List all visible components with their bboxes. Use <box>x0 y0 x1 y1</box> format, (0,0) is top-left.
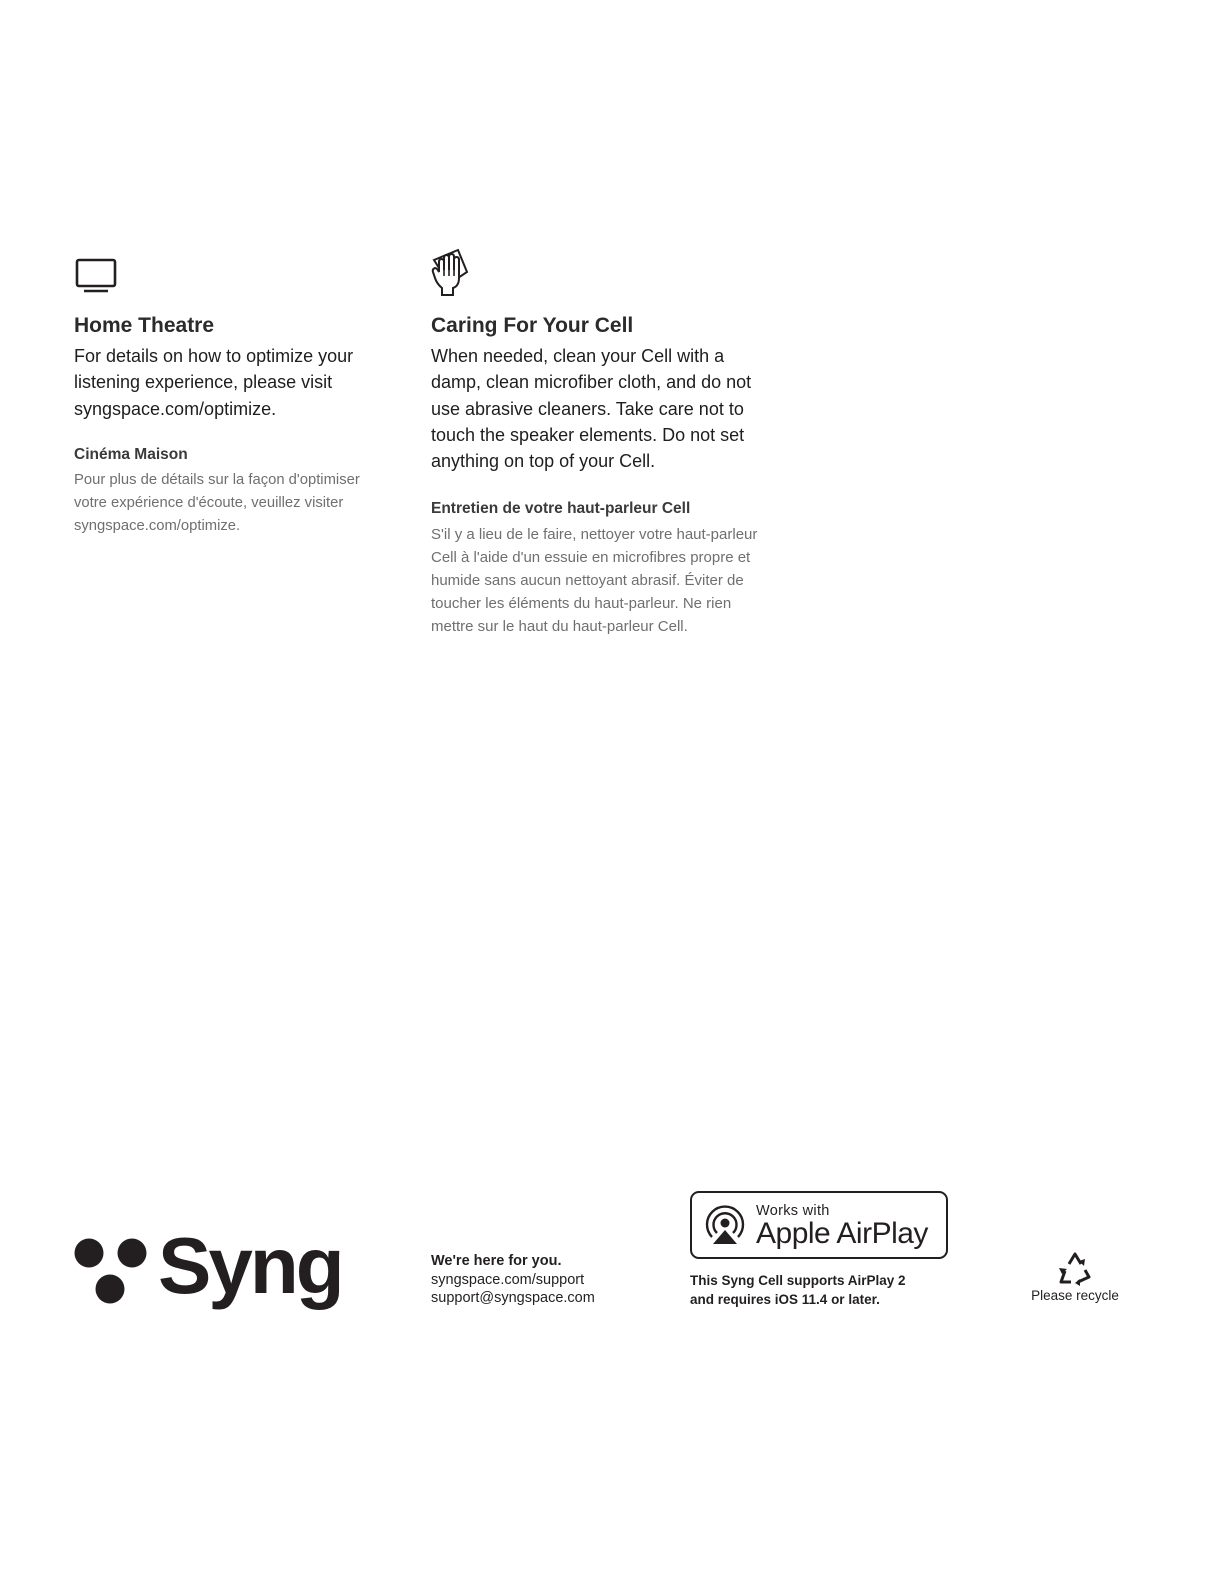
airplay-small-text: Works with <box>756 1203 830 1219</box>
support-block <box>431 1252 595 1308</box>
airplay-note-line1: This Syng Cell supports AirPlay 2 <box>690 1273 906 1288</box>
airplay-badge <box>690 1191 948 1259</box>
support-header: We're here for you. <box>431 1253 562 1269</box>
tv-icon <box>74 248 394 298</box>
home-theatre-body: For details on how to optimize your listening experience, please visit syngspace.com/optimize. <box>74 346 354 419</box>
airplay-note-line2: and requires iOS 11.4 or later. <box>690 1292 880 1307</box>
caring-section <box>431 248 771 638</box>
recycle-icon <box>1055 1250 1095 1286</box>
syng-logo <box>74 1221 374 1324</box>
airplay-icon <box>702 1203 748 1249</box>
airplay-note <box>690 1271 906 1309</box>
home-theatre-title: Home Theatre <box>74 314 215 337</box>
logo-dots-icon <box>74 1236 150 1308</box>
caring-body-fr: S'il y a lieu de le faire, nettoyer votre haut-parleur Cell à l'aide d'un essuie en microfibres propre et humide sans aucun nettoyant abrasif. Éviter de toucher les éléments du haut-parleur. Ne rien mettre sur le haut du haut-parleur Cell. <box>431 526 758 636</box>
home-theatre-title-fr: Cinéma Maison <box>74 445 188 463</box>
support-email-link[interactable]: support@syngspace.com <box>431 1290 595 1306</box>
airplay-big-text: Apple AirPlay <box>756 1217 928 1250</box>
home-theatre-section <box>74 248 394 538</box>
logo-wordmark: Syng <box>158 1221 342 1310</box>
hand-cloth-icon <box>431 248 771 298</box>
caring-body: When needed, clean your Cell with a damp, clean microfiber cloth, and do not use abrasive cleaners. Take care not to touch the speaker elements. Do not set anything on top of your Cell. <box>431 346 752 472</box>
home-theatre-body-fr: Pour plus de détails sur la façon d'optimiser votre expérience d'écoute, veuillez visiter syngspace.com/optimize. <box>74 471 360 534</box>
recycle-label: Please recycle <box>1031 1288 1119 1303</box>
caring-title-fr: Entretien de votre haut-parleur Cell <box>431 500 691 518</box>
support-url-link[interactable]: syngspace.com/support <box>431 1271 585 1288</box>
recycle-block <box>1020 1250 1130 1303</box>
caring-title: Caring For Your Cell <box>431 314 634 337</box>
